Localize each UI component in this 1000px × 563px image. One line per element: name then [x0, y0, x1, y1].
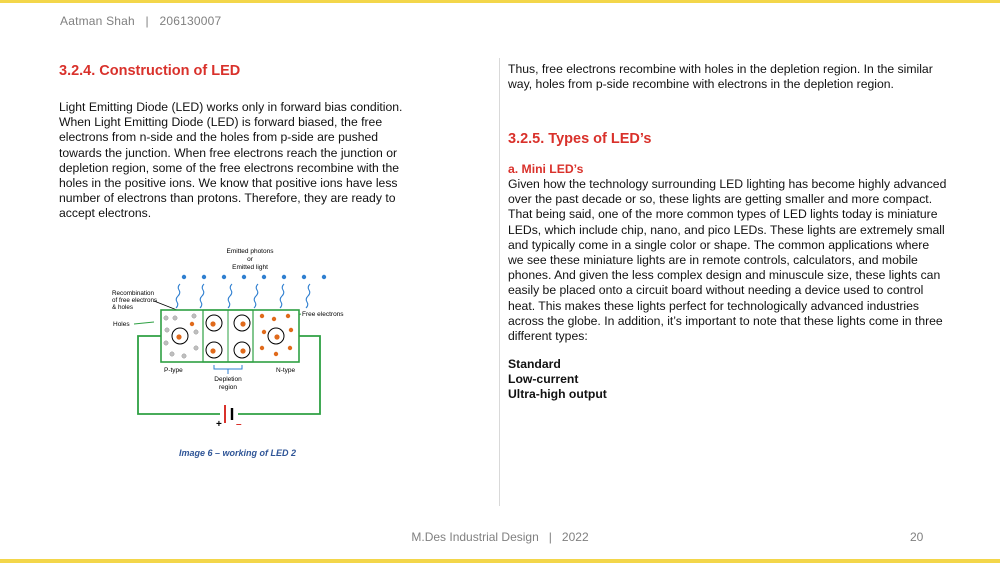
author-name: Aatman Shah	[60, 14, 135, 28]
led-type-item: Low-current	[508, 372, 579, 387]
student-id: 206130007	[159, 14, 222, 28]
hole-dot	[164, 316, 168, 320]
photon-dot	[182, 275, 186, 279]
photon-dot	[222, 275, 226, 279]
emitted-label-2: or	[247, 256, 253, 263]
electron-dot	[260, 314, 264, 318]
hole-dot	[182, 354, 186, 358]
electron-dot	[274, 352, 278, 356]
construction-continuation: Thus, free electrons recombine with holes in the depletion region. In the similar way, holes from p-side recombine with electrons in the depletion region.	[508, 62, 933, 92]
ion-core	[274, 334, 279, 339]
electron-dot	[286, 314, 290, 318]
ion-core	[176, 334, 181, 339]
electron-dot	[289, 328, 293, 332]
hole-dot	[192, 314, 196, 318]
page-footer	[0, 530, 1000, 544]
led-type-item: Ultra-high output	[508, 387, 607, 402]
page-header	[60, 14, 221, 28]
mini-led-paragraph: Given how the technology surrounding LED lighting has become highly advanced over the past decade or so, these lights are getting smaller and more compact. That being said, one of the more common types of LED lights today is miniature LEDs, which include chip, nano, and pico LEDs. These lights are extremely small and typically come in a single color or shape. The common applications where we see these miniature lights are in remote controls, calculators, and mobile phones. And given the less complex design and minuscule size, these lights can easily be placed onto a circuit board without needing a device used to control heat. This makes these lights perfect for technologically advanced industries across the globe. In addition, it’s important to note that these lights come in three different types:	[508, 177, 947, 344]
page-number: 20	[910, 530, 924, 544]
holes-label: Holes	[113, 321, 130, 328]
holes-pointer	[134, 322, 154, 324]
hole-dot	[170, 352, 174, 356]
recomb-label-1: Recombination	[112, 290, 155, 297]
photon-dot	[242, 275, 246, 279]
ion-core	[210, 348, 215, 353]
free-electrons-label: Free electrons	[302, 311, 344, 318]
photon-wave	[176, 284, 180, 308]
electron-dot	[272, 317, 276, 321]
electron-dot	[288, 346, 292, 350]
mini-led-subtitle: a. Mini LED’s	[508, 162, 584, 176]
header-separator: |	[145, 14, 149, 28]
p-type-label: P-type	[164, 367, 183, 374]
led-types-list	[508, 357, 607, 403]
battery-plus: +	[216, 419, 222, 430]
column-divider	[499, 58, 500, 506]
photon-wave	[254, 284, 258, 308]
n-type-label: N-type	[276, 367, 296, 374]
recomb-label-2: of free electrons	[112, 297, 158, 304]
photon-wave	[280, 284, 284, 308]
footer-year: 2022	[561, 530, 589, 544]
section-title-construction: 3.2.4. Construction of LED	[59, 63, 241, 79]
hole-dot	[173, 316, 177, 320]
hole-dot	[194, 346, 198, 350]
bottom-accent-bar	[0, 559, 1000, 563]
hole-dot	[164, 341, 168, 345]
figure-caption: Image 6 – working of LED 2	[178, 448, 297, 458]
ion-core	[240, 348, 245, 353]
recomb-label-3: & holes	[112, 304, 134, 311]
depletion-label-2: region	[218, 384, 238, 391]
construction-paragraph: Light Emitting Diode (LED) works only in forward bias condition. When Light Emitting Diode (LED) is forward biased, the free electrons from n-side and the holes from p-side are pushed towards the junction. When free electrons reach the junction or depletion region, some of the free electrons recombine with the holes in the positive ions. We know that positive ions have less number of electrons than protons. Therefore, they are ready to accept electrons.	[59, 100, 403, 221]
depletion-bracket	[214, 365, 242, 369]
photon-waves	[176, 284, 310, 308]
program-name: M.Des Industrial Design	[411, 530, 539, 544]
photon-wave	[200, 284, 204, 308]
hole-dot	[194, 330, 198, 334]
photon-dot	[262, 275, 266, 279]
photon-dot	[302, 275, 306, 279]
electron-dot	[190, 322, 194, 326]
top-accent-bar	[0, 0, 1000, 3]
ion-core	[210, 321, 215, 326]
hole-dot	[165, 328, 169, 332]
emitted-label-3: Emitted light	[232, 264, 268, 271]
photon-dot	[322, 275, 326, 279]
footer-separator: |	[548, 530, 552, 544]
led-type-item: Standard	[508, 357, 561, 371]
section-title-types: 3.2.5. Types of LED’s	[508, 131, 652, 147]
led-working-diagram	[104, 244, 364, 432]
photon-dot	[202, 275, 206, 279]
photon-dots	[182, 275, 326, 279]
emitted-label-1: Emitted photons	[226, 248, 274, 255]
depletion-label-1: Depletion	[214, 376, 242, 383]
ion-core	[240, 321, 245, 326]
electron-dot	[260, 346, 264, 350]
electron-dot	[262, 330, 266, 334]
photon-wave	[306, 284, 310, 308]
battery-minus: –	[236, 419, 242, 430]
led-diagram-svg	[104, 244, 364, 432]
photon-wave	[228, 284, 232, 308]
photon-dot	[282, 275, 286, 279]
